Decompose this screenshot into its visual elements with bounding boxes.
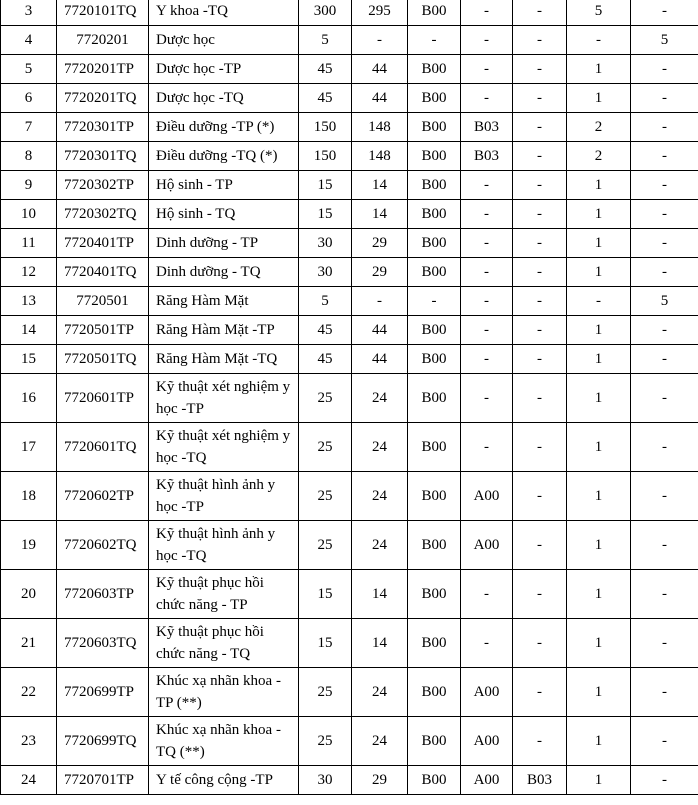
- subject-block-1-cell: B00: [408, 171, 461, 200]
- subject-block-2-cell: B03: [461, 142, 513, 171]
- subject-block-2-cell: -: [461, 0, 513, 26]
- program-name-cell: Dược học -TP: [149, 55, 299, 84]
- table-row: [1, 26, 698, 55]
- quota-other-cell: -: [631, 619, 698, 668]
- program-code-cell: 7720699TP: [57, 668, 149, 717]
- program-name-cell: Dinh dưỡng - TP: [149, 229, 299, 258]
- row-number-cell: 3: [1, 0, 57, 26]
- subject-block-1-cell: B00: [408, 717, 461, 766]
- table-row: [1, 55, 698, 84]
- program-code-cell: 7720401TP: [57, 229, 149, 258]
- quota-cell: 25: [299, 668, 352, 717]
- row-number-cell: 10: [1, 200, 57, 229]
- subject-block-3-cell: -: [513, 345, 567, 374]
- program-code-cell: 7720301TQ: [57, 142, 149, 171]
- table-row: [1, 619, 698, 668]
- row-number-cell: 4: [1, 26, 57, 55]
- quota-cell: 15: [299, 171, 352, 200]
- quota-other-cell: -: [631, 142, 698, 171]
- table-row: [1, 423, 698, 472]
- program-code-cell: 7720201TQ: [57, 84, 149, 113]
- subject-block-3-cell: -: [513, 717, 567, 766]
- quota-detail-cell: 29: [352, 258, 408, 287]
- subject-block-2-cell: A00: [461, 668, 513, 717]
- quota-other-cell: -: [631, 316, 698, 345]
- subject-block-2-cell: -: [461, 316, 513, 345]
- subject-block-1-cell: B00: [408, 316, 461, 345]
- quota-other-cell: -: [631, 423, 698, 472]
- quota-detail-cell: 148: [352, 113, 408, 142]
- subject-block-1-cell: B00: [408, 668, 461, 717]
- table-row: [1, 142, 698, 171]
- quota-detail-cell: 24: [352, 374, 408, 423]
- quota-detail-cell: 24: [352, 423, 408, 472]
- row-number-cell: 16: [1, 374, 57, 423]
- subject-block-2-cell: A00: [461, 521, 513, 570]
- table-row: [1, 0, 698, 26]
- subject-block-3-cell: -: [513, 171, 567, 200]
- table-row: [1, 345, 698, 374]
- row-number-cell: 11: [1, 229, 57, 258]
- subject-block-2-cell: -: [461, 345, 513, 374]
- table-row: [1, 472, 698, 521]
- quota-detail-cell: 44: [352, 55, 408, 84]
- row-number-cell: 18: [1, 472, 57, 521]
- subject-block-1-cell: B00: [408, 345, 461, 374]
- table-row: [1, 374, 698, 423]
- subject-block-3-cell: -: [513, 521, 567, 570]
- quota-cell: 15: [299, 570, 352, 619]
- quota-detail-cell: 24: [352, 472, 408, 521]
- quota-extra-cell: 5: [567, 0, 631, 26]
- program-name-cell: Kỹ thuật hình ảnh y học -TQ: [149, 521, 299, 570]
- quota-other-cell: -: [631, 374, 698, 423]
- quota-detail-cell: 148: [352, 142, 408, 171]
- subject-block-3-cell: -: [513, 84, 567, 113]
- subject-block-3-cell: -: [513, 258, 567, 287]
- quota-extra-cell: 2: [567, 142, 631, 171]
- subject-block-1-cell: -: [408, 287, 461, 316]
- quota-other-cell: -: [631, 0, 698, 26]
- quota-extra-cell: 1: [567, 472, 631, 521]
- quota-cell: 150: [299, 142, 352, 171]
- program-name-cell: Kỹ thuật xét nghiệm y học -TP: [149, 374, 299, 423]
- row-number-cell: 17: [1, 423, 57, 472]
- program-code-cell: 7720501TP: [57, 316, 149, 345]
- program-code-cell: 7720603TP: [57, 570, 149, 619]
- subject-block-3-cell: -: [513, 229, 567, 258]
- subject-block-3-cell: -: [513, 142, 567, 171]
- subject-block-1-cell: B00: [408, 84, 461, 113]
- program-name-cell: Y khoa -TQ: [149, 0, 299, 26]
- program-code-cell: 7720401TQ: [57, 258, 149, 287]
- quota-other-cell: 5: [631, 26, 698, 55]
- program-name-cell: Điều dưỡng -TQ (*): [149, 142, 299, 171]
- quota-other-cell: -: [631, 345, 698, 374]
- quota-other-cell: -: [631, 717, 698, 766]
- table-row: [1, 171, 698, 200]
- subject-block-2-cell: -: [461, 229, 513, 258]
- subject-block-2-cell: -: [461, 171, 513, 200]
- quota-cell: 45: [299, 55, 352, 84]
- program-code-cell: 7720602TP: [57, 472, 149, 521]
- quota-detail-cell: -: [352, 26, 408, 55]
- quota-other-cell: -: [631, 113, 698, 142]
- quota-extra-cell: 1: [567, 570, 631, 619]
- quota-cell: 15: [299, 619, 352, 668]
- quota-other-cell: -: [631, 668, 698, 717]
- row-number-cell: 14: [1, 316, 57, 345]
- subject-block-3-cell: -: [513, 0, 567, 26]
- row-number-cell: 13: [1, 287, 57, 316]
- quota-other-cell: -: [631, 258, 698, 287]
- subject-block-2-cell: -: [461, 84, 513, 113]
- row-number-cell: 20: [1, 570, 57, 619]
- quota-detail-cell: 24: [352, 668, 408, 717]
- table-row: [1, 113, 698, 142]
- table-row: [1, 229, 698, 258]
- program-code-cell: 7720601TQ: [57, 423, 149, 472]
- subject-block-2-cell: B03: [461, 113, 513, 142]
- subject-block-3-cell: -: [513, 316, 567, 345]
- subject-block-2-cell: -: [461, 200, 513, 229]
- table-row: [1, 766, 698, 795]
- row-number-cell: 19: [1, 521, 57, 570]
- quota-cell: 25: [299, 374, 352, 423]
- subject-block-1-cell: B00: [408, 200, 461, 229]
- row-number-cell: 7: [1, 113, 57, 142]
- program-name-cell: Kỹ thuật phục hồi chức năng - TP: [149, 570, 299, 619]
- table-row: [1, 521, 698, 570]
- quota-cell: 30: [299, 766, 352, 795]
- subject-block-1-cell: B00: [408, 258, 461, 287]
- table-body: [1, 0, 698, 795]
- table-row: [1, 200, 698, 229]
- program-name-cell: Răng Hàm Mặt -TP: [149, 316, 299, 345]
- quota-cell: 25: [299, 423, 352, 472]
- quota-detail-cell: 29: [352, 229, 408, 258]
- row-number-cell: 9: [1, 171, 57, 200]
- table-row: [1, 717, 698, 766]
- table-row: [1, 570, 698, 619]
- program-code-cell: 7720501: [57, 287, 149, 316]
- quota-extra-cell: 1: [567, 171, 631, 200]
- quota-extra-cell: 2: [567, 113, 631, 142]
- quota-detail-cell: 14: [352, 570, 408, 619]
- subject-block-3-cell: -: [513, 113, 567, 142]
- program-name-cell: Dinh dưỡng - TQ: [149, 258, 299, 287]
- subject-block-2-cell: -: [461, 258, 513, 287]
- quota-other-cell: -: [631, 55, 698, 84]
- subject-block-2-cell: -: [461, 619, 513, 668]
- subject-block-1-cell: B00: [408, 766, 461, 795]
- subject-block-1-cell: B00: [408, 374, 461, 423]
- quota-other-cell: -: [631, 84, 698, 113]
- subject-block-3-cell: -: [513, 472, 567, 521]
- table-row: [1, 258, 698, 287]
- subject-block-1-cell: -: [408, 26, 461, 55]
- quota-extra-cell: 1: [567, 668, 631, 717]
- subject-block-3-cell: -: [513, 619, 567, 668]
- quota-cell: 25: [299, 521, 352, 570]
- program-name-cell: Hộ sinh - TQ: [149, 200, 299, 229]
- subject-block-1-cell: B00: [408, 229, 461, 258]
- program-code-cell: 7720602TQ: [57, 521, 149, 570]
- quota-extra-cell: 1: [567, 521, 631, 570]
- quota-other-cell: -: [631, 200, 698, 229]
- program-code-cell: 7720701TP: [57, 766, 149, 795]
- quota-other-cell: -: [631, 229, 698, 258]
- program-code-cell: 7720302TP: [57, 171, 149, 200]
- program-code-cell: 7720201: [57, 26, 149, 55]
- program-name-cell: Kỹ thuật phục hồi chức năng - TQ: [149, 619, 299, 668]
- quota-detail-cell: 14: [352, 619, 408, 668]
- quota-other-cell: -: [631, 171, 698, 200]
- program-name-cell: Răng Hàm Mặt -TQ: [149, 345, 299, 374]
- quota-extra-cell: 1: [567, 200, 631, 229]
- quota-extra-cell: 1: [567, 229, 631, 258]
- quota-cell: 45: [299, 316, 352, 345]
- program-name-cell: Kỹ thuật xét nghiệm y học -TQ: [149, 423, 299, 472]
- subject-block-1-cell: B00: [408, 55, 461, 84]
- quota-cell: 15: [299, 200, 352, 229]
- quota-cell: 25: [299, 717, 352, 766]
- subject-block-2-cell: -: [461, 423, 513, 472]
- subject-block-1-cell: B00: [408, 423, 461, 472]
- quota-extra-cell: -: [567, 26, 631, 55]
- subject-block-3-cell: -: [513, 200, 567, 229]
- quota-detail-cell: -: [352, 287, 408, 316]
- row-number-cell: 5: [1, 55, 57, 84]
- program-code-cell: 7720301TP: [57, 113, 149, 142]
- subject-block-2-cell: -: [461, 570, 513, 619]
- table-row: [1, 316, 698, 345]
- quota-detail-cell: 14: [352, 200, 408, 229]
- quota-other-cell: -: [631, 521, 698, 570]
- program-name-cell: Dược học: [149, 26, 299, 55]
- subject-block-2-cell: -: [461, 374, 513, 423]
- quota-cell: 30: [299, 229, 352, 258]
- subject-block-3-cell: -: [513, 570, 567, 619]
- subject-block-3-cell: -: [513, 374, 567, 423]
- program-name-cell: Răng Hàm Mặt: [149, 287, 299, 316]
- subject-block-2-cell: A00: [461, 766, 513, 795]
- subject-block-3-cell: -: [513, 287, 567, 316]
- program-code-cell: 7720302TQ: [57, 200, 149, 229]
- quota-extra-cell: 1: [567, 619, 631, 668]
- program-code-cell: 7720601TP: [57, 374, 149, 423]
- quota-detail-cell: 44: [352, 84, 408, 113]
- quota-cell: 45: [299, 84, 352, 113]
- quota-extra-cell: 1: [567, 258, 631, 287]
- subject-block-2-cell: -: [461, 55, 513, 84]
- quota-extra-cell: -: [567, 287, 631, 316]
- quota-other-cell: -: [631, 472, 698, 521]
- quota-cell: 5: [299, 26, 352, 55]
- program-code-cell: 7720699TQ: [57, 717, 149, 766]
- subject-block-1-cell: B00: [408, 142, 461, 171]
- program-name-cell: Khúc xạ nhãn khoa - TP (**): [149, 668, 299, 717]
- table-row: [1, 84, 698, 113]
- subject-block-3-cell: -: [513, 423, 567, 472]
- program-code-cell: 7720603TQ: [57, 619, 149, 668]
- quota-cell: 300: [299, 0, 352, 26]
- quota-other-cell: -: [631, 766, 698, 795]
- row-number-cell: 15: [1, 345, 57, 374]
- table-row: [1, 668, 698, 717]
- program-name-cell: Khúc xạ nhãn khoa - TQ (**): [149, 717, 299, 766]
- quota-extra-cell: 1: [567, 316, 631, 345]
- subject-block-1-cell: B00: [408, 521, 461, 570]
- program-code-cell: 7720501TQ: [57, 345, 149, 374]
- quota-detail-cell: 44: [352, 316, 408, 345]
- quota-extra-cell: 1: [567, 345, 631, 374]
- subject-block-3-cell: -: [513, 55, 567, 84]
- subject-block-3-cell: B03: [513, 766, 567, 795]
- subject-block-2-cell: A00: [461, 717, 513, 766]
- quota-cell: 45: [299, 345, 352, 374]
- quota-cell: 5: [299, 287, 352, 316]
- row-number-cell: 8: [1, 142, 57, 171]
- row-number-cell: 21: [1, 619, 57, 668]
- subject-block-1-cell: B00: [408, 472, 461, 521]
- quota-extra-cell: 1: [567, 766, 631, 795]
- program-name-cell: Dược học -TQ: [149, 84, 299, 113]
- row-number-cell: 23: [1, 717, 57, 766]
- row-number-cell: 24: [1, 766, 57, 795]
- quota-other-cell: -: [631, 570, 698, 619]
- subject-block-2-cell: -: [461, 26, 513, 55]
- quota-detail-cell: 44: [352, 345, 408, 374]
- program-name-cell: Hộ sinh - TP: [149, 171, 299, 200]
- subject-block-2-cell: -: [461, 287, 513, 316]
- program-code-cell: 7720201TP: [57, 55, 149, 84]
- subject-block-1-cell: B00: [408, 619, 461, 668]
- subject-block-3-cell: -: [513, 668, 567, 717]
- row-number-cell: 6: [1, 84, 57, 113]
- quota-detail-cell: 24: [352, 521, 408, 570]
- quota-extra-cell: 1: [567, 717, 631, 766]
- quota-cell: 25: [299, 472, 352, 521]
- quota-cell: 30: [299, 258, 352, 287]
- subject-block-3-cell: -: [513, 26, 567, 55]
- quota-detail-cell: 295: [352, 0, 408, 26]
- quota-other-cell: 5: [631, 287, 698, 316]
- subject-block-1-cell: B00: [408, 113, 461, 142]
- quota-extra-cell: 1: [567, 55, 631, 84]
- quota-detail-cell: 29: [352, 766, 408, 795]
- quota-extra-cell: 1: [567, 84, 631, 113]
- quota-extra-cell: 1: [567, 374, 631, 423]
- program-name-cell: Kỹ thuật hình ảnh y học -TP: [149, 472, 299, 521]
- quota-cell: 150: [299, 113, 352, 142]
- quota-detail-cell: 14: [352, 171, 408, 200]
- table-row: [1, 287, 698, 316]
- row-number-cell: 12: [1, 258, 57, 287]
- subject-block-2-cell: A00: [461, 472, 513, 521]
- program-name-cell: Điều dưỡng -TP (*): [149, 113, 299, 142]
- program-name-cell: Y tế công cộng -TP: [149, 766, 299, 795]
- quota-extra-cell: 1: [567, 423, 631, 472]
- row-number-cell: 22: [1, 668, 57, 717]
- subject-block-1-cell: B00: [408, 0, 461, 26]
- quota-detail-cell: 24: [352, 717, 408, 766]
- program-code-cell: 7720101TQ: [57, 0, 149, 26]
- subject-block-1-cell: B00: [408, 570, 461, 619]
